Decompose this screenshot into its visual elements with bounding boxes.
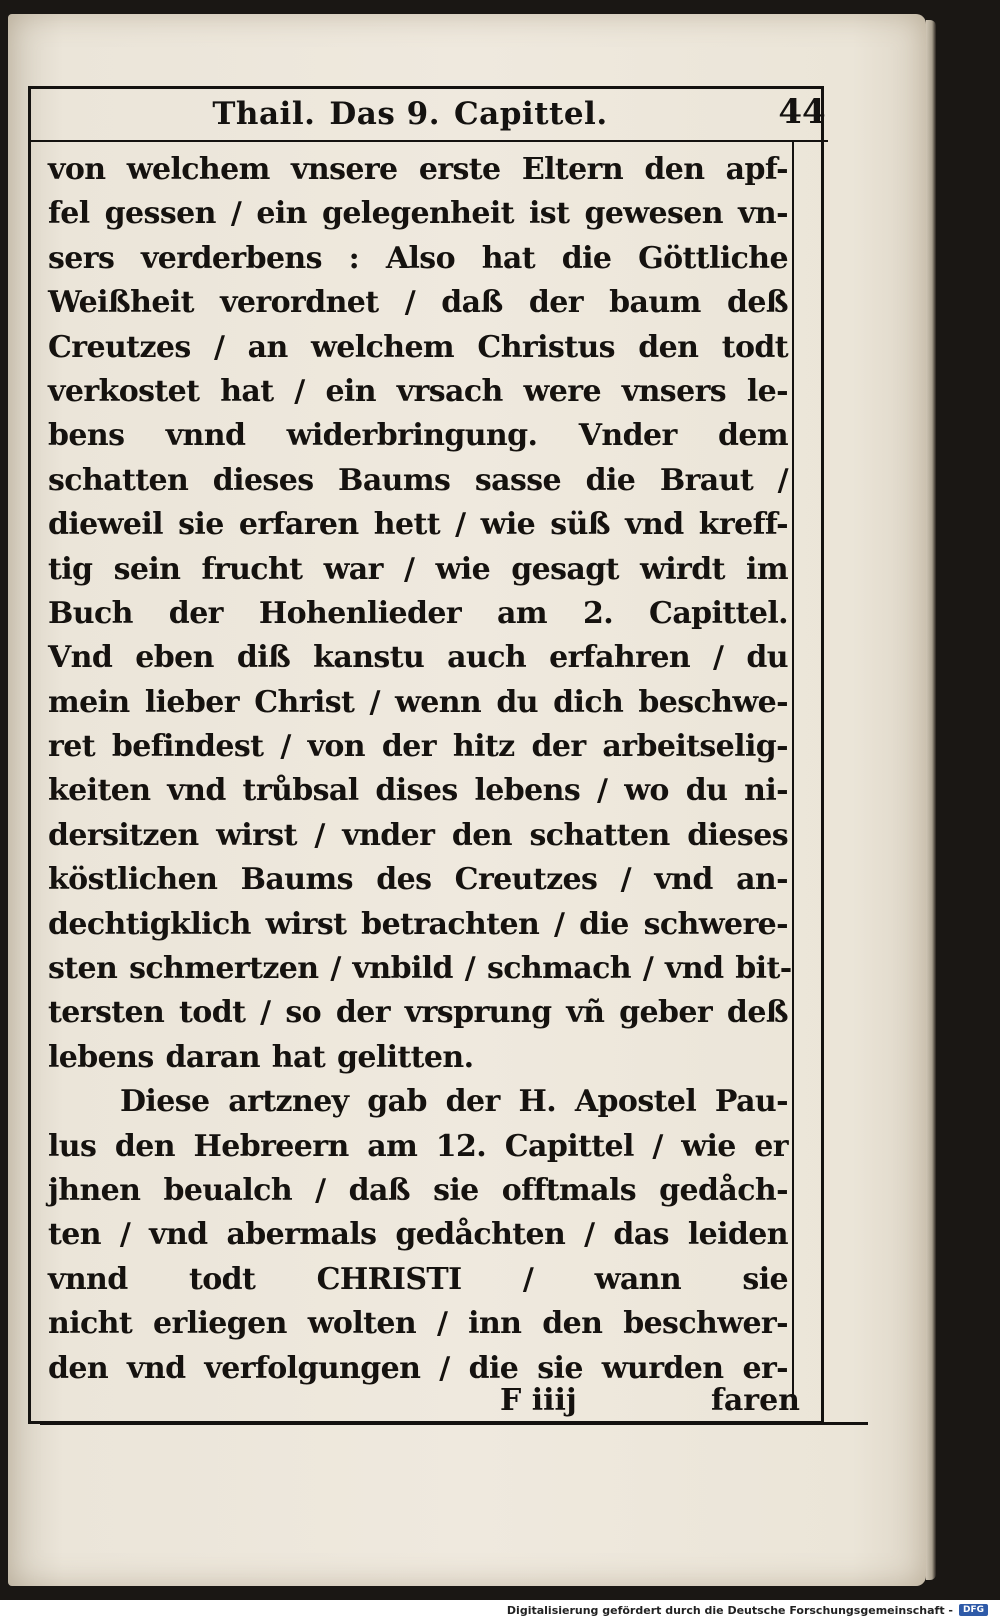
running-head	[40, 90, 780, 138]
running-head-part: Das 9.	[329, 96, 440, 132]
page-bottom-marks	[500, 1378, 800, 1422]
text-line: sten schmertzen / vnbild / schmach / vnd bit-	[48, 951, 792, 987]
text-line: jhnen beualch / daß sie offtmals gedåch-	[48, 1172, 788, 1208]
inner-right-rule	[792, 140, 794, 1410]
running-head-part: Thail.	[212, 96, 316, 132]
text-line: fel gessen / ein gelegenheit ist gewesen vn-	[48, 196, 788, 232]
text-line: von welchem vnsere erste Eltern den apf-	[48, 152, 788, 187]
body-text	[48, 148, 792, 1391]
text-line: tersten todt / so der vrsprung vñ geber deß	[48, 995, 788, 1031]
text-line: lebens daran hat gelitten.	[48, 1039, 474, 1075]
text-line: ret befindest / von der hitz der arbeitselig-	[48, 729, 788, 765]
text-line: vnnd todt CHRISTI / wann sie	[48, 1261, 788, 1297]
text-line: dersitzen wirst / vnder den schatten dieses	[48, 817, 788, 853]
text-line: bens vnnd widerbringung. Vnder dem	[48, 418, 788, 454]
text-line: Buch der Hohenlieder am 2. Capittel.	[48, 595, 788, 631]
text-line: nicht erliegen wolten / inn den beschwer-	[48, 1306, 788, 1342]
signature-mark: F iiij	[500, 1382, 577, 1418]
text-line: ten / vnd abermals gedåchten / das leiden	[48, 1217, 788, 1253]
page-number: 44	[778, 92, 826, 132]
footer-credit: Digitalisierung gefördert durch die Deutsche Forschungsgemeinschaft -	[506, 1603, 953, 1617]
text-line: tig sein frucht war / wie gesagt wirdt im	[48, 551, 788, 587]
text-line: Vnd eben diß kanstu auch erfahren / du	[48, 640, 788, 676]
text-line: dechtigklich wirst betrachten / die schwere-	[48, 906, 788, 942]
text-line: mein lieber Christ / wenn du dich beschwe-	[48, 684, 788, 720]
digitization-footer	[0, 1600, 1000, 1620]
text-line: sers verderbens : Also hat die Göttliche	[48, 240, 788, 276]
text-line: Weißheit verordnet / daß der baum deß	[48, 285, 788, 321]
running-head-part: Capittel.	[453, 96, 608, 132]
text-line: Diese artzney gab der H. Apostel Pau-	[120, 1084, 788, 1120]
dfg-logo-icon: DFG	[959, 1604, 988, 1616]
text-line: schatten dieses Baums sasse die Braut /	[48, 462, 788, 498]
footer-rule	[40, 1422, 868, 1425]
text-line: lus den Hebreern am 12. Capittel / wie er	[48, 1128, 788, 1164]
text-line: keiten vnd trůbsal dises lebens / wo du ni-	[48, 773, 788, 809]
page-edge	[926, 20, 936, 1580]
text-line: Creutzes / an welchem Christus den todt	[48, 329, 788, 365]
text-line: dieweil sie erfaren hett / wie süß vnd kreff-	[48, 507, 788, 543]
text-line: den vnd verfolgungen / die sie wurden er-	[48, 1350, 788, 1386]
text-line: köstlichen Baums des Creutzes / vnd an-	[48, 862, 788, 898]
header-rule	[28, 140, 828, 142]
catchword: faren	[710, 1382, 800, 1418]
text-line: verkostet hat / ein vrsach were vnsers le-	[48, 373, 788, 409]
